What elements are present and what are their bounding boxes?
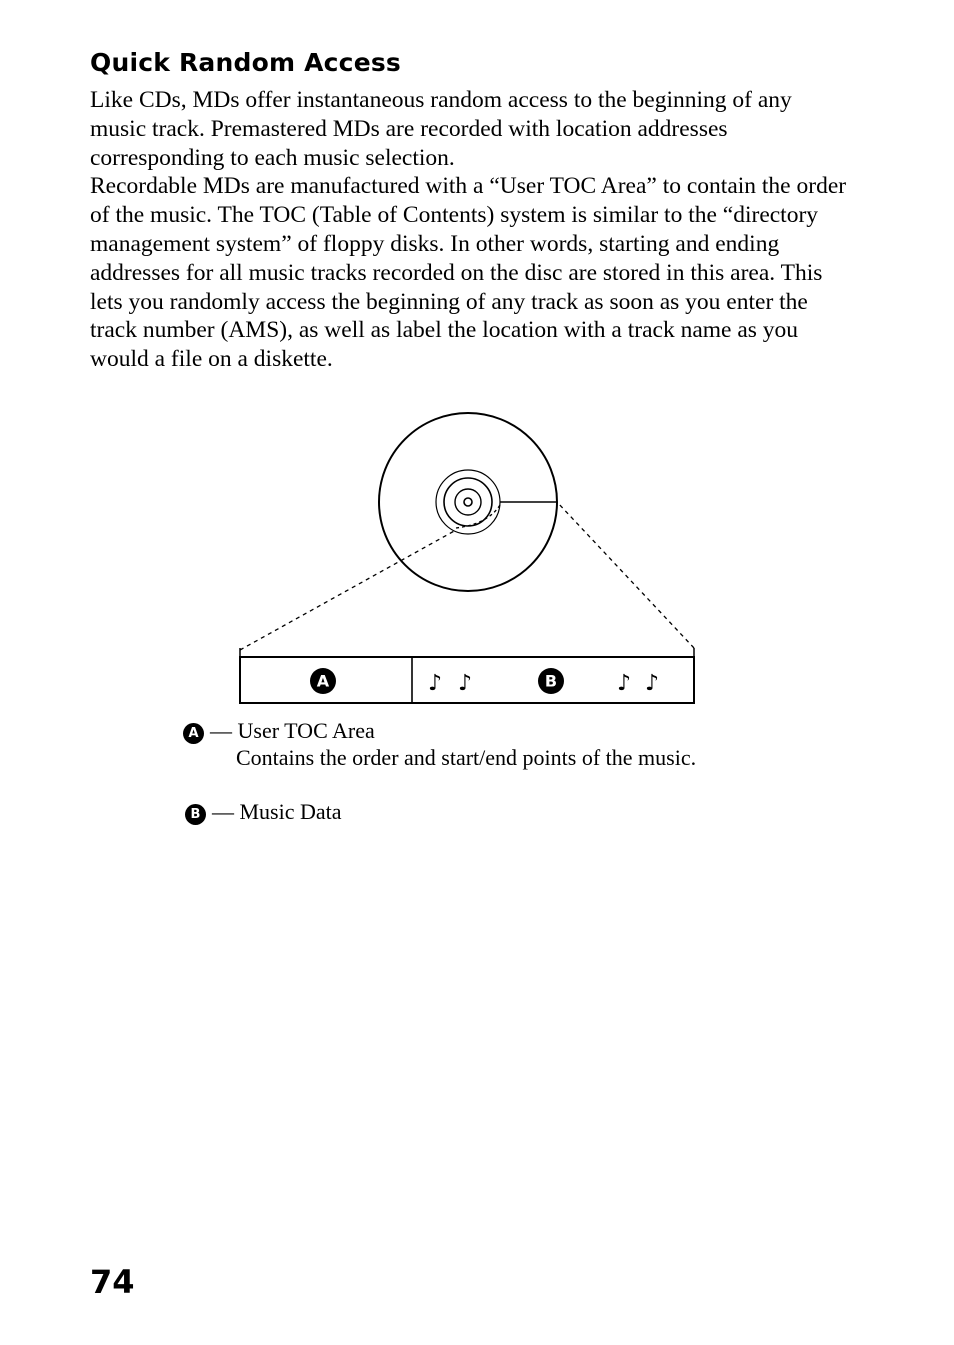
section-heading: Quick Random Access	[90, 48, 402, 77]
disc-hub-inner-ring	[455, 489, 481, 515]
zoom-guide-right	[557, 502, 694, 648]
paragraph-random-access: Like CDs, MDs offer instantaneous random access to the beginning of any music track. Premastered MDs are recorded with location addresses corresponding to each music selection.	[90, 87, 792, 171]
zoom-guides	[240, 502, 694, 650]
marker-b-letter: B	[544, 671, 558, 691]
music-note-icon: ♪	[458, 671, 473, 696]
music-note-icon: ♪	[617, 671, 632, 696]
zoom-guide-left	[240, 530, 456, 650]
page-number: 74	[90, 1263, 135, 1301]
legend-description-a: Contains the order and start/end points of the music.	[236, 745, 697, 770]
legend-item-music-data	[185, 798, 342, 825]
disc-center-hole	[464, 498, 472, 506]
legend-label-a: — User TOC Area	[210, 718, 375, 743]
legend-item-user-toc	[183, 717, 375, 744]
legend-badge-a: A	[183, 723, 204, 744]
marker-a-letter: A	[316, 671, 330, 691]
music-note-icon: ♪	[428, 671, 443, 696]
data-layout-bar	[240, 648, 694, 703]
paragraph-user-toc: Recordable MDs are manufactured with a “User TOC Area” to contain the order of the music. The TOC (Table of Contents) system is similar to the “directory management system” of floppy disks. In other words, starting and ending addresses for all music tracks recorded on the disc are stored in this area. This lets you randomly access the beginning of any track as soon as you enter the track number (AMS), as well as label the location with a track name as you would a file on a diskette.	[90, 173, 847, 373]
disc-toc-ring	[436, 470, 500, 534]
disc	[379, 413, 557, 591]
legend-label-b: — Music Data	[212, 799, 342, 824]
music-note-icon: ♪	[645, 671, 660, 696]
legend-badge-b: B	[185, 804, 206, 825]
